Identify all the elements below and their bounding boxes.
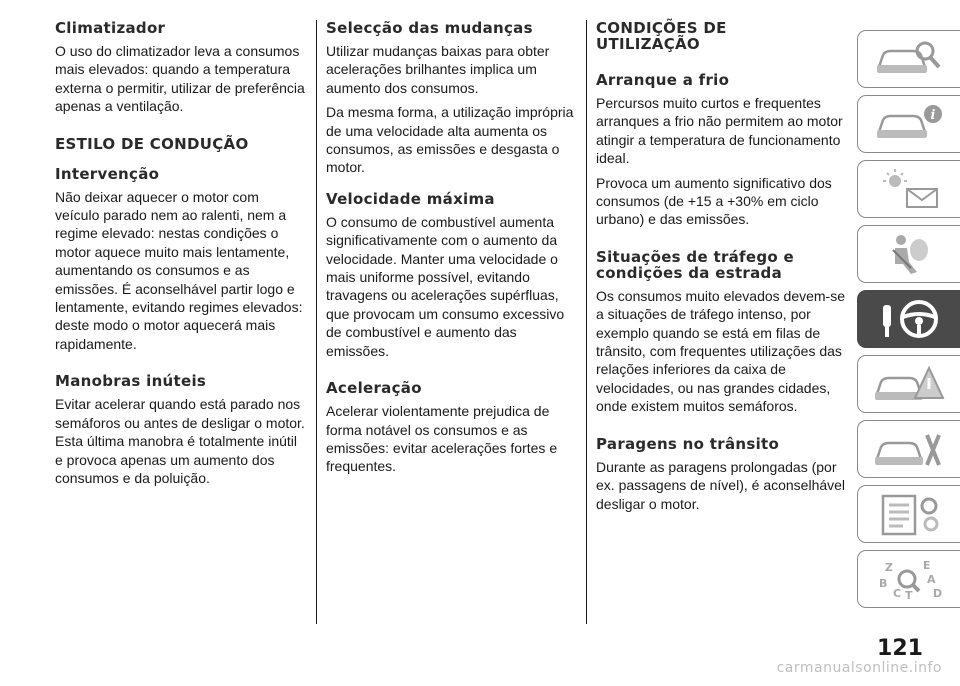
tab-car-maintenance[interactable]: [857, 420, 960, 478]
car-maintenance-icon: [873, 427, 945, 471]
arranque-paragraph-1: Percursos muito curtos e frequentes arranques a frio não permitem ao motor atingir a temperatura de funcionamento ideal.: [596, 95, 843, 167]
velocidade-paragraph: O consumo de combustível aumenta significativamente com o aumento da velocidade. Manter uma velocidade o mais uniforme possível, evitando travagens ou acelerações supérfluas, que provocam um consumo excessivo de combustível e aumento das emissões.: [326, 213, 565, 359]
column-divider: [316, 20, 317, 624]
situacoes-heading: Situações de tráfego e condições da estrada: [596, 247, 794, 282]
column-2: [326, 20, 576, 476]
manobras-paragraph: Evitar acelerar quando está parado nos semáforos ou antes de desligar o motor. Esta última manobra é totalmente inútil e provoca apenas um aumento dos consumos e da poluição.: [55, 396, 305, 486]
car-info-icon: [873, 102, 945, 146]
airbag-safety-icon: [873, 232, 945, 276]
seleccao-heading: Selecção das mudanças: [326, 19, 533, 37]
seleccao-paragraph-2: Da mesma forma, a utilização imprópria de uma velocidade alta aumenta os consumos, as emissões e desgasta o motor.: [326, 104, 574, 176]
climatizador-heading: Climatizador: [55, 19, 166, 37]
estilo-conducao-heading: ESTILO DE CONDUÇÃO: [55, 134, 249, 153]
intervencao-paragraph: Não deixar aquecer o motor com veículo parado nem ao ralenti, nem a regime elevado: nestas condições o motor aquece muito mais lentamente, aumentando os consumos e as emissões. É aconselhável partir logo e lentamente, evitando regimes elevados: deste modo o motor aquecerá mais rapidamente.: [55, 188, 303, 352]
situacoes-paragraph: Os consumos muito elevados devem-se a situações de tráfego intenso, por exemplo quando se está em filas de trânsito, com frequentes utilizações das relações inferiores da caixa de velocidades, ou nas grandes cidades, onde existem muitos semáforos.: [596, 287, 845, 415]
index-letter: T: [905, 589, 913, 601]
tab-technical-data[interactable]: [857, 485, 960, 543]
index-letter: Z: [885, 561, 893, 574]
watermark: carmanualsonline.info: [776, 660, 942, 676]
tab-car-warning[interactable]: [857, 355, 960, 413]
car-search-icon: [873, 37, 945, 81]
arranque-paragraph-2: Provoca um aumento significativo dos consumos (de +15 a +30% em ciclo urbano) e das emissões.: [596, 174, 832, 228]
aceleracao-heading: Aceleração: [326, 379, 422, 398]
arranque-heading: Arranque a frio: [596, 71, 730, 89]
tab-car-search[interactable]: [857, 30, 960, 88]
column-divider: [586, 20, 587, 624]
paragens-heading: Paragens no trânsito: [596, 434, 780, 453]
chapter-tabs: [857, 30, 960, 615]
index-letter: E: [923, 559, 931, 572]
condicoes-heading: CONDIÇÕES DE UTILIZAÇÃO: [596, 19, 727, 53]
car-warning-icon: [873, 362, 945, 406]
tab-airbag-safety[interactable]: [857, 225, 960, 283]
manobras-heading: Manobras inúteis: [55, 372, 207, 391]
column-3: [596, 20, 846, 513]
svg-text:i: i: [930, 108, 936, 123]
velocidade-heading: Velocidade máxima: [326, 189, 495, 208]
steering-key-icon: [873, 297, 945, 341]
tab-dashboard-lights[interactable]: [857, 160, 960, 218]
climatizador-paragraph: O uso do climatizador leva a consumos mais elevados: quando a temperatura externa o permitir, utilizar de preferência apenas a ventilação.: [55, 43, 305, 115]
page-number: 121: [877, 636, 923, 661]
technical-data-icon: [873, 492, 945, 536]
paragens-paragraph: Durante as paragens prolongadas (por ex. passagens de nível), é aconselhável desligar o motor.: [596, 458, 846, 512]
aceleracao-paragraph: Acelerar violentamente prejudica de forma notável os consumos e as emissões: evitar acelerações fortes e frequentes.: [326, 403, 558, 475]
index-letter: A: [927, 573, 936, 586]
alphabetical-index-icon: [873, 557, 945, 601]
column-1: [55, 20, 305, 487]
index-letter: B: [879, 577, 888, 590]
dashboard-lights-icon: [873, 167, 945, 211]
tab-car-info[interactable]: [857, 95, 960, 153]
tab-alphabetical-index[interactable]: [857, 550, 960, 608]
index-letter: D: [933, 587, 943, 600]
tab-steering-key[interactable]: [857, 290, 960, 348]
index-letter: C: [893, 587, 902, 600]
intervencao-heading: Intervenção: [55, 164, 160, 183]
seleccao-paragraph-1: Utilizar mudanças baixas para obter acelerações brilhantes implica um aumento dos consumos.: [326, 43, 550, 96]
